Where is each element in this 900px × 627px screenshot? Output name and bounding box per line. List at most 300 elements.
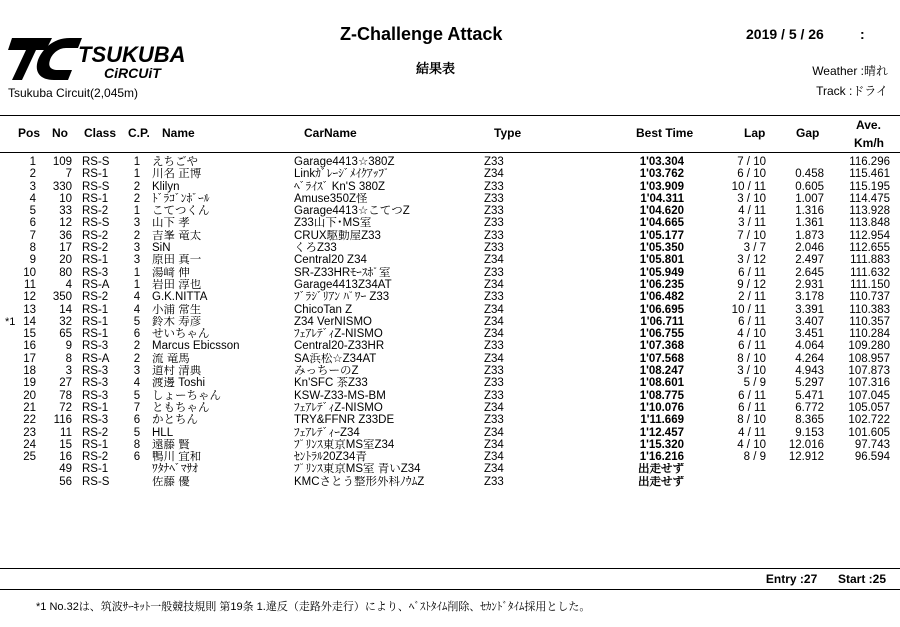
pos-cell [0, 291, 40, 303]
lap-cell: 3 / 11 [738, 217, 766, 230]
cp-cell: 3 [133, 217, 141, 230]
cp-cell: 6 [133, 451, 141, 464]
best-time-cell: 1'05.177 [639, 229, 684, 242]
best-time-cell: 1'03.304 [639, 156, 684, 168]
type-cell: Z34 [484, 463, 504, 476]
class-cell: RS-1 [82, 192, 109, 205]
lap-cell: 2 / 11 [738, 291, 766, 304]
speed-cell: 115.461 [849, 168, 890, 181]
type-cell: Z33 [484, 389, 504, 402]
pos-cell [0, 353, 40, 365]
event-date: 2019 / 5 / 26 [746, 26, 824, 42]
pos-cell [0, 242, 40, 254]
type-cell: Z33 [484, 156, 504, 168]
best-time-cell: 1'08.775 [639, 389, 684, 402]
speed-cell: 111.883 [850, 254, 890, 267]
class-cell: RS-A [82, 278, 110, 291]
no-cell: 350 [52, 291, 72, 304]
driver-name-cell: ﾜﾀﾅﾍﾞﾏｻｵ [152, 463, 198, 476]
table-row [0, 414, 900, 426]
col-header-best: Best Time [636, 126, 694, 140]
speed-cell: 108.957 [848, 352, 890, 365]
pos-cell [0, 451, 40, 463]
cp-cell: 2 [133, 180, 141, 193]
best-time-cell: 1'03.909 [639, 180, 684, 193]
lap-cell: 10 / 11 [731, 180, 766, 193]
speed-cell: 112.954 [849, 229, 890, 242]
best-time-cell: 1'06.755 [639, 328, 684, 341]
gap-cell: 2.645 [795, 266, 824, 279]
car-name-cell: みっちーのZ [294, 365, 359, 378]
class-cell: RS-1 [82, 401, 109, 414]
driver-name-cell: 佐藤 優 [152, 475, 190, 488]
gap-cell: 1.361 [795, 217, 824, 230]
pos-cell [0, 205, 40, 217]
driver-name-cell: ﾄﾞﾗｺﾞﾝﾎﾞｰﾙ [152, 192, 210, 205]
no-cell: 109 [52, 156, 72, 168]
class-cell: RS-3 [82, 340, 109, 353]
lap-cell: 6 / 11 [738, 401, 766, 414]
driver-name-cell: 鴨川 宜和 [152, 451, 202, 464]
class-cell: RS-3 [82, 389, 109, 402]
type-cell: Z33 [484, 414, 504, 427]
pos-cell [0, 328, 40, 340]
pos-value: 9 [29, 254, 36, 267]
gap-cell: 1.316 [795, 205, 824, 218]
pos-value: 23 [23, 426, 36, 439]
date-colon: : [860, 26, 865, 42]
speed-cell: 107.316 [848, 377, 890, 390]
cp-cell: 7 [133, 401, 141, 414]
speed-cell: 111.150 [850, 278, 890, 291]
lap-cell: 6 / 11 [738, 315, 766, 328]
cp-cell: 3 [133, 242, 141, 255]
class-cell: RS-S [82, 180, 110, 193]
driver-name-cell: Marcus Ebicsson [152, 340, 240, 353]
pos-value: 3 [29, 180, 36, 193]
speed-cell: 105.057 [848, 401, 890, 414]
pos-cell [0, 193, 40, 205]
start-count: Start :25 [837, 572, 886, 586]
weather-info: Weather :晴れ [812, 64, 888, 78]
table-row [0, 451, 900, 463]
class-cell: RS-3 [82, 377, 109, 390]
no-cell: 49 [59, 463, 72, 476]
pos-value: 17 [23, 352, 36, 365]
speed-cell: 115.195 [849, 180, 890, 193]
pos-cell [0, 365, 40, 377]
col-header-no: No [52, 126, 68, 140]
lap-cell: 6 / 11 [738, 389, 766, 402]
gap-cell: 2.497 [795, 254, 824, 267]
type-cell: Z33 [484, 217, 504, 230]
entry-start-counts [766, 572, 886, 586]
col-header-type: Type [494, 126, 522, 140]
no-cell: 7 [65, 168, 72, 181]
driver-name-cell: HLL [152, 426, 174, 439]
lap-cell: 6 / 10 [737, 168, 766, 181]
class-cell: RS-S [82, 156, 110, 168]
best-time-cell: 出走せず [638, 463, 684, 476]
class-cell: RS-1 [82, 254, 109, 267]
tsukuba-circuit-logo [8, 28, 208, 84]
gap-cell [766, 156, 824, 168]
cp-cell: 1 [133, 266, 141, 279]
driver-name-cell: Klilyn [152, 180, 180, 193]
table-row [0, 402, 900, 414]
pos-cell [0, 340, 40, 352]
pos-cell [0, 279, 40, 291]
circuit-name: Tsukuba Circuit(2,045m) [8, 86, 139, 100]
table-row [0, 217, 900, 229]
class-cell: RS-2 [82, 229, 109, 242]
car-name-cell: くろZ33 [294, 242, 337, 255]
car-name-cell: Central20-Z33HR [294, 340, 385, 353]
type-cell: Z33 [484, 377, 504, 390]
lap-cell: 9 / 12 [737, 278, 766, 291]
gap-cell: 3.391 [795, 303, 824, 316]
logo-text-top: TSUKUBA [78, 42, 186, 67]
driver-name-cell: 吉峯 竜太 [152, 229, 202, 242]
row-note-mark: *1 [5, 315, 16, 328]
cp-cell: 5 [133, 426, 141, 439]
lap-cell: 3 / 12 [737, 254, 766, 267]
lap-cell: 6 / 11 [738, 340, 766, 353]
driver-name-cell: 道村 清典 [152, 365, 202, 378]
speed-cell: 110.357 [849, 315, 890, 328]
cp-cell: 1 [133, 168, 141, 181]
gap-cell: 5.297 [795, 377, 824, 390]
table-row [0, 291, 900, 303]
pos-cell [0, 304, 40, 316]
best-time-cell: 1'06.482 [639, 291, 684, 304]
no-cell: 11 [60, 426, 72, 439]
table-row [0, 156, 900, 168]
no-cell: 56 [59, 475, 72, 488]
table-row [0, 427, 900, 439]
lap-cell: 6 / 11 [738, 266, 766, 279]
class-cell: RS-2 [82, 205, 109, 218]
table-row [0, 230, 900, 242]
car-name-cell: ﾌﾟﾘﾝｽ東京MS室Z34 [294, 438, 395, 451]
pos-value: 24 [23, 438, 36, 451]
no-cell: 10 [59, 192, 72, 205]
type-cell: Z34 [484, 278, 504, 291]
class-cell: RS-S [82, 217, 110, 230]
class-cell: RS-1 [82, 303, 109, 316]
results-table [0, 156, 900, 488]
gap-cell: 4.943 [795, 365, 824, 378]
type-cell: Z33 [484, 340, 504, 353]
table-row [0, 279, 900, 291]
car-name-cell: Kn'SFC 茶Z33 [294, 377, 368, 390]
col-header-cp: C.P. [128, 126, 150, 140]
pos-cell [0, 414, 40, 426]
no-cell: 17 [59, 242, 72, 255]
car-name-cell: TRY&FFNR Z33DE [294, 414, 395, 427]
lap-cell: 3 / 10 [737, 192, 766, 205]
class-cell: RS-1 [82, 168, 109, 181]
type-cell: Z33 [484, 266, 504, 279]
speed-cell: 109.280 [848, 340, 890, 353]
best-time-cell: 1'06.711 [640, 315, 684, 328]
table-row [0, 168, 900, 180]
lap-cell: 8 / 9 [743, 451, 766, 464]
class-cell: RS-1 [82, 463, 109, 476]
pos-cell [0, 439, 40, 451]
speed-cell: 102.722 [848, 414, 890, 427]
best-time-cell: 1'08.247 [639, 365, 684, 378]
pos-cell [0, 217, 40, 229]
car-name-cell: KMCさとう整形外科ﾉｳﾑZ [294, 475, 425, 488]
gap-cell: 6.772 [795, 401, 824, 414]
driver-name-cell: 原田 真一 [152, 254, 202, 267]
car-name-cell: ﾌﾞﾗｼﾞﾘｱﾝ ﾊﾟﾜｰ Z33 [294, 291, 390, 304]
speed-cell: 97.743 [854, 438, 890, 451]
speed-cell: 113.928 [849, 205, 890, 218]
best-time-cell: 1'10.076 [639, 401, 684, 414]
pos-value: 5 [29, 205, 36, 218]
driver-name-cell: せいちゃん [152, 328, 210, 341]
gap-cell: 2.931 [795, 278, 824, 291]
cp-cell: 4 [133, 291, 141, 304]
pos-cell [0, 427, 40, 439]
car-name-cell: SR-Z33HRﾓｰｽﾎﾟ室 [294, 266, 391, 279]
type-cell: Z33 [484, 205, 504, 218]
driver-name-cell: 小浦 常生 [152, 303, 202, 316]
type-cell: Z33 [484, 192, 504, 205]
no-cell: 15 [59, 438, 72, 451]
cp-cell: 5 [133, 315, 141, 328]
pos-value: 15 [23, 328, 36, 341]
car-name-cell: ｾﾝﾄﾗﾙ20Z34青 [294, 451, 367, 464]
car-name-cell: Central20 Z34 [294, 254, 367, 267]
no-cell: 72 [59, 401, 72, 414]
table-row [0, 328, 900, 340]
class-cell: RS-1 [82, 328, 109, 341]
lap-cell: 4 / 10 [737, 328, 766, 341]
lap-cell: 5 / 9 [743, 377, 766, 390]
speed-cell: 101.605 [848, 426, 890, 439]
best-time-cell: 1'07.368 [639, 340, 684, 353]
lap-cell: 4 / 10 [737, 438, 766, 451]
lap-cell: 7 / 10 [737, 229, 766, 242]
type-cell: Z34 [484, 328, 504, 341]
gap-cell [766, 463, 824, 475]
cp-cell: 6 [133, 414, 141, 427]
type-cell: Z34 [484, 303, 504, 316]
lap-cell: 3 / 7 [743, 242, 766, 255]
pos-value: 20 [23, 389, 36, 402]
class-cell: RS-1 [82, 315, 109, 328]
entry-count: Entry :27 [765, 572, 818, 586]
col-header-pos: Pos [18, 126, 41, 140]
driver-name-cell: 川名 正博 [152, 168, 202, 181]
pos-value: 16 [23, 340, 36, 353]
gap-cell: 4.064 [795, 340, 824, 353]
cp-cell: 2 [133, 192, 141, 205]
header-top-rule [0, 115, 900, 116]
no-cell: 20 [59, 254, 72, 267]
no-cell: 33 [59, 205, 72, 218]
class-cell: RS-2 [82, 426, 109, 439]
gap-cell: 4.264 [795, 352, 824, 365]
logo-text-bottom: CiRCUiT [104, 65, 161, 81]
driver-name-cell: G.K.NITTA [152, 291, 208, 304]
cp-cell: 3 [133, 365, 141, 378]
col-header-speed-bottom: Km/h [854, 136, 884, 150]
footnote: *1 No.32は、筑波ｻｰｷｯﾄ一般競技規則 第19条 1.違反（走路外走行）により、ﾍﾞｽﾄﾀｲﾑ削除、ｾｶﾝﾄﾞﾀｲﾑ採用とした。 [36, 601, 591, 613]
gap-cell: 0.605 [795, 180, 824, 193]
car-name-cell: ChicoTan Z [294, 303, 353, 316]
table-row [0, 353, 900, 365]
lap-cell: 7 / 10 [737, 156, 766, 168]
table-row [0, 365, 900, 377]
no-cell: 27 [59, 377, 72, 390]
speed-cell: 110.284 [849, 328, 890, 341]
pos-value: 22 [23, 414, 36, 427]
gap-cell: 12.912 [788, 451, 824, 464]
car-name-cell: ﾌｪｱﾚﾃﾞｨZ-NISMO [294, 401, 383, 414]
pos-cell [0, 267, 40, 279]
table-row [0, 390, 900, 402]
gap-cell [766, 476, 824, 488]
pos-cell [0, 156, 40, 168]
best-time-cell: 1'07.568 [639, 352, 684, 365]
page-subtitle: 結果表 [416, 61, 456, 76]
speed-cell: 107.873 [848, 365, 890, 378]
car-name-cell: ﾌｪｱﾚﾃﾞｨZ-NISMO [294, 328, 383, 341]
speed-cell: 96.594 [854, 451, 890, 464]
class-cell: RS-2 [82, 451, 109, 464]
class-cell: RS-3 [82, 266, 109, 279]
car-name-cell: Z34 VerNISMO [294, 315, 372, 328]
no-cell: 116 [53, 414, 72, 427]
table-row [0, 193, 900, 205]
car-name-cell: KSW-Z33-MS-BM [294, 389, 386, 402]
best-time-cell: 1'03.762 [639, 168, 684, 181]
type-cell: Z33 [484, 242, 504, 255]
type-cell: Z33 [484, 180, 504, 193]
car-name-cell: Amuse350Z怪 [294, 192, 368, 205]
table-row [0, 304, 900, 316]
best-time-cell: 1'05.949 [639, 266, 684, 279]
best-time-cell: 1'05.801 [639, 254, 684, 267]
pos-cell [0, 181, 40, 193]
type-cell: Z34 [484, 168, 504, 181]
driver-name-cell: えちごや [152, 156, 198, 168]
best-time-cell: 1'05.350 [639, 242, 684, 255]
pos-value: 2 [29, 168, 36, 181]
lap-cell: 3 / 10 [737, 365, 766, 378]
class-cell: RS-3 [82, 365, 109, 378]
cp-cell: 1 [133, 278, 141, 291]
table-row [0, 254, 900, 266]
driver-name-cell: 渡邊 Toshi [152, 377, 206, 390]
driver-name-cell: 遠藤 賢 [152, 438, 190, 451]
cp-cell: 2 [133, 229, 141, 242]
pos-value: 25 [23, 451, 36, 464]
table-row [0, 377, 900, 389]
col-header-name: Name [162, 126, 195, 140]
gap-cell: 0.458 [795, 168, 824, 181]
best-time-cell: 1'15.320 [639, 438, 684, 451]
cp-cell: 2 [133, 340, 141, 353]
no-cell: 9 [65, 340, 72, 353]
speed-cell: 112.655 [849, 242, 890, 255]
gap-cell: 1.007 [795, 192, 824, 205]
lap-cell: 10 / 11 [731, 303, 766, 316]
pos-cell [0, 390, 40, 402]
no-cell: 80 [59, 266, 72, 279]
best-time-cell: 1'08.601 [639, 377, 684, 390]
header-bottom-rule [0, 152, 900, 153]
pos-value: 14 [23, 315, 36, 328]
best-time-cell: 出走せず [638, 475, 684, 488]
type-cell: Z34 [484, 401, 504, 414]
best-time-cell: 1'06.235 [639, 278, 684, 291]
type-cell: Z33 [484, 229, 504, 242]
cp-cell [122, 463, 152, 475]
speed-cell [824, 463, 900, 475]
table-row [0, 242, 900, 254]
driver-name-cell: 岩田 淳也 [152, 278, 202, 291]
table-row [0, 340, 900, 352]
no-cell: 12 [59, 217, 72, 230]
pos-value: 8 [29, 242, 36, 255]
driver-name-cell: 流 竜馬 [152, 352, 190, 365]
pos-cell [0, 463, 40, 475]
page-title: Z-Challenge Attack [340, 24, 503, 44]
pos-cell [0, 377, 40, 389]
gap-cell: 1.873 [795, 229, 824, 242]
car-name-cell: Garage4413☆380Z [294, 156, 395, 168]
table-row [0, 181, 900, 193]
cp-cell: 8 [133, 438, 141, 451]
col-header-class: Class [84, 126, 117, 140]
no-cell: 14 [59, 303, 72, 316]
table-row [0, 476, 900, 488]
gap-cell: 3.178 [795, 291, 824, 304]
car-name-cell: ﾌｪｱﾚﾃﾞｨｰZ34 [294, 426, 360, 439]
cp-cell: 6 [133, 328, 141, 341]
no-cell: 16 [59, 451, 72, 464]
speed-cell: 110.383 [849, 303, 890, 316]
no-cell: 8 [65, 352, 72, 365]
car-name-cell: ﾍﾞﾗｲｽﾞ Kn'S 380Z [294, 180, 386, 193]
pos-cell [0, 230, 40, 242]
car-name-cell: Z33山下･MS室 [294, 217, 372, 230]
footer-top-rule [0, 568, 900, 569]
cp-cell: 4 [133, 303, 141, 316]
cp-cell: 5 [133, 389, 141, 402]
type-cell: Z34 [484, 352, 504, 365]
car-name-cell: ﾌﾟﾘﾝｽ東京MS室 青いZ34 [294, 463, 421, 476]
gap-cell: 9.153 [795, 426, 824, 439]
class-cell: RS-3 [82, 414, 109, 427]
pos-value: 21 [23, 401, 36, 414]
cp-cell: 4 [133, 377, 141, 390]
lap-cell: 8 / 10 [737, 414, 766, 427]
pos-value: 19 [23, 377, 36, 390]
car-name-cell: SA浜松☆Z34AT [294, 352, 377, 365]
lap-cell: 8 / 10 [737, 352, 766, 365]
table-row [0, 316, 900, 328]
driver-name-cell: 山下 孝 [152, 217, 190, 230]
best-time-cell: 1'16.216 [639, 451, 684, 464]
speed-cell: 111.632 [850, 266, 890, 279]
type-cell: Z33 [484, 475, 504, 488]
